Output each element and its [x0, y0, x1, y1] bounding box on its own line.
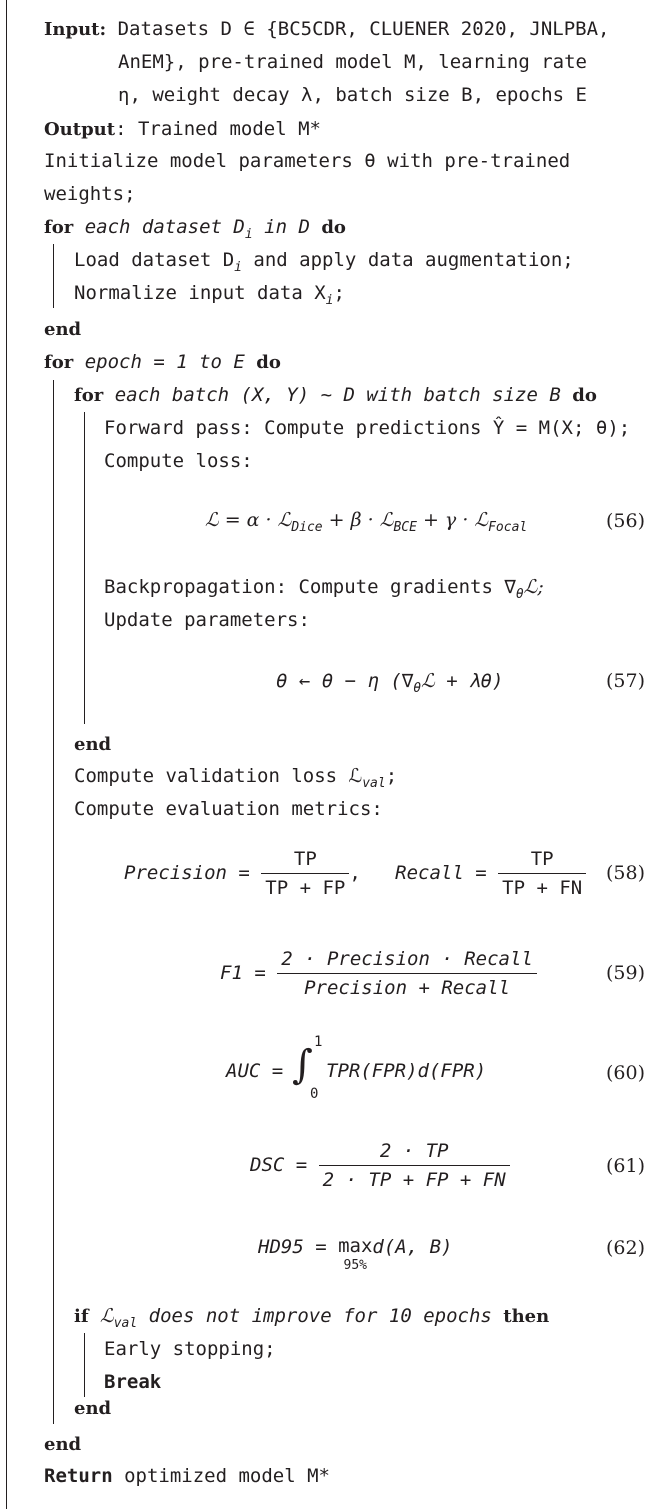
return-text: optimized model M* — [112, 1465, 330, 1487]
if-line — [74, 1303, 549, 1337]
normalize-text: Normalize input data X — [74, 282, 326, 304]
integral-upper: 1 — [314, 1034, 323, 1050]
return-line — [44, 1463, 330, 1489]
eval-metrics-line: Compute evaluation metrics: — [74, 798, 383, 820]
end-keyword: end — [74, 1398, 112, 1419]
load-dataset-tail: and apply data augmentation; — [241, 249, 574, 271]
recall-numerator: TP — [498, 848, 586, 874]
left-frame-rule — [6, 0, 7, 1509]
f1-denominator: Precision + Recall — [304, 977, 510, 999]
eq57 — [276, 670, 503, 696]
load-dataset-text: Load dataset D — [74, 249, 235, 271]
eq57-sub: θ — [413, 680, 422, 696]
input-sep: : — [99, 19, 107, 40]
for-epoch-cond: epoch = 1 to E — [84, 351, 245, 373]
input-line-1 — [44, 16, 610, 43]
for-cond-tail: in D — [264, 216, 310, 238]
eq59 — [220, 948, 537, 999]
do-keyword: do — [572, 385, 597, 406]
eq58-number: (58) — [605, 862, 645, 884]
input-text-2: AnEM}, pre-trained model M, learning rate — [118, 51, 587, 73]
precision-denominator: TP + FP — [265, 877, 346, 899]
eq58 — [124, 848, 586, 899]
if-keyword: if — [74, 1306, 89, 1327]
normalize-sub: i — [325, 292, 334, 308]
recall-lhs: Recall = — [395, 862, 487, 884]
init-line-2: weights; — [44, 183, 136, 205]
load-dataset-sub: i — [234, 259, 242, 275]
eq60-number: (60) — [605, 1062, 645, 1084]
val-loss-tail: ; — [385, 765, 398, 787]
for-batch-cond: each batch (X, Y) ~ D with batch size B — [114, 384, 561, 406]
max-operator — [338, 1236, 372, 1276]
inner-loop-bar — [84, 412, 85, 724]
end-keyword: end — [44, 1434, 82, 1455]
output-text: : Trained model M* — [115, 118, 321, 140]
input-keyword: Input — [44, 19, 100, 40]
init-line-1: Initialize model parameters θ with pre-trained — [44, 150, 571, 172]
dsc-denominator: 2 · TP + FP + FN — [322, 1169, 506, 1191]
integral-lower: 0 — [310, 1086, 319, 1102]
end-keyword: end — [74, 734, 112, 755]
precision-numerator: TP — [261, 848, 349, 874]
inner-loop-end — [74, 731, 111, 758]
if-end — [74, 1395, 111, 1422]
eq56-sub-dice: Dice — [291, 519, 323, 535]
for-batch-line — [74, 382, 597, 409]
for-cond: each dataset D — [84, 216, 245, 238]
eq59-number: (59) — [605, 962, 645, 984]
f1-lhs: F1 = — [220, 962, 266, 984]
do-keyword: do — [321, 217, 346, 238]
backprop-line — [104, 574, 544, 608]
f1-frac — [277, 948, 537, 999]
eq61 — [250, 1140, 510, 1191]
backprop-sub: θ — [515, 586, 524, 602]
loop2-bar — [53, 380, 54, 1424]
hd95-body: d(A, B) — [372, 1236, 453, 1258]
eq56-lhs: ℒ = α · ℒ — [205, 509, 292, 531]
max-text: max — [338, 1235, 373, 1257]
for-keyword: for — [74, 385, 104, 406]
loop2-end — [44, 1431, 81, 1458]
hd95-lhs: HD95 = — [258, 1236, 327, 1258]
recall-denominator: TP + FN — [502, 877, 583, 899]
eq57-number: (57) — [605, 670, 645, 692]
eq56-sub-bce: BCE — [393, 519, 417, 535]
dsc-lhs: DSC = — [250, 1154, 308, 1176]
auc-body: TPR(FPR)d(FPR) — [326, 1060, 487, 1082]
for-cond-sub: i — [244, 226, 253, 242]
eq61-number: (61) — [605, 1155, 645, 1177]
do-keyword: do — [256, 352, 281, 373]
if-cond: ℒ — [100, 1305, 114, 1327]
for-epoch-line — [44, 349, 281, 376]
load-dataset-line — [74, 247, 574, 281]
input-text-1: Datasets D ∈ {BC5CDR, CLUENER 2020, JNLPBA, — [117, 18, 610, 40]
then-keyword: then — [503, 1306, 550, 1327]
precision-frac — [261, 848, 349, 899]
backprop-text: Backpropagation: Compute gradients ∇ — [104, 576, 516, 598]
normalize-tail: ; — [333, 282, 345, 304]
integral-symbol: ∫ — [292, 1042, 313, 1088]
for-keyword: for — [44, 217, 74, 238]
output-line — [44, 116, 321, 143]
val-loss-line — [74, 763, 397, 797]
dsc-numerator: 2 · TP — [319, 1140, 510, 1166]
end-keyword: end — [44, 319, 82, 340]
output-keyword: Output — [44, 119, 116, 140]
recall-frac — [498, 848, 586, 899]
loop1-end — [44, 316, 81, 343]
eq56-mid2: + γ · ℒ — [416, 509, 489, 531]
update-line: Update parameters: — [104, 609, 310, 631]
for-dataset-line — [44, 214, 346, 248]
eq58-sep: , — [349, 862, 361, 884]
eq57-b: ℒ + λθ) — [421, 670, 504, 692]
backprop-tail: ℒ; — [523, 576, 544, 598]
break-line: Break — [104, 1371, 162, 1393]
if-cond-tail: does not improve for 10 epochs — [137, 1305, 492, 1327]
max-subscript: 95% — [343, 1258, 367, 1273]
val-loss-text: Compute validation loss ℒ — [74, 765, 363, 787]
eq56-sub-focal: Focal — [488, 519, 528, 535]
return-keyword: Return — [44, 1465, 113, 1487]
loop1-bar — [53, 244, 54, 308]
eq62-number: (62) — [605, 1237, 645, 1259]
early-stopping-line: Early stopping; — [104, 1338, 276, 1360]
forward-pass-line: Forward pass: Compute predictions Ŷ = M(X; θ); — [104, 417, 631, 439]
compute-loss-line: Compute loss: — [104, 450, 253, 472]
f1-numerator: 2 · Precision · Recall — [277, 948, 537, 974]
eq56 — [205, 509, 527, 535]
for-keyword: for — [44, 352, 74, 373]
if-cond-sub: val — [113, 1315, 138, 1331]
eq56-number: (56) — [605, 510, 645, 532]
input-text-3: η, weight decay λ, batch size B, epochs E — [118, 84, 587, 106]
precision-lhs: Precision = — [124, 862, 250, 884]
eq57-a: θ ← θ − η (∇ — [276, 670, 414, 692]
eq62 — [258, 1236, 453, 1276]
val-loss-sub: val — [362, 775, 386, 791]
eq56-mid1: + β · ℒ — [322, 509, 394, 531]
auc-lhs: AUC = — [226, 1060, 284, 1082]
normalize-line — [74, 280, 345, 314]
if-bar — [84, 1333, 85, 1397]
dsc-frac — [319, 1140, 510, 1191]
